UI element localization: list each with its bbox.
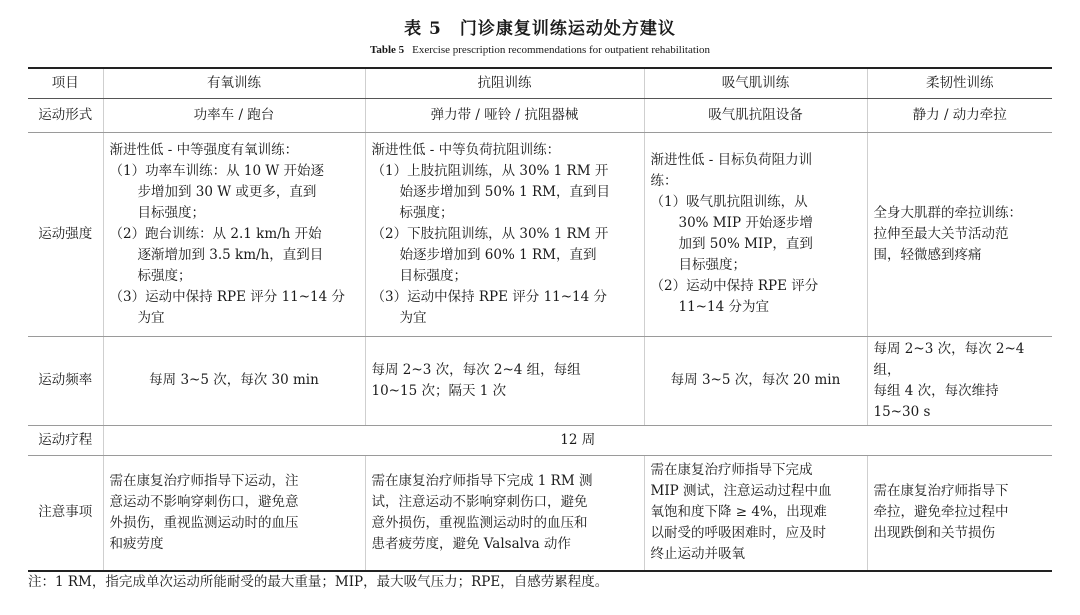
text-line: 目标强度；: [137, 204, 205, 221]
text-line: 目标强度；: [399, 267, 467, 284]
text-line: （2）运动中保持 RPE 评分: [650, 278, 819, 294]
cell-intensity-inspiratory: [644, 132, 867, 336]
text-line: 15~30 s: [873, 403, 931, 420]
text-line: （2）跑台训练：从 2.1 km/h 开始: [109, 225, 322, 242]
cell-intensity-flexibility: [867, 132, 1052, 336]
text-line: 和疲劳度: [109, 535, 164, 552]
text-line: 围，轻微感到疼痛: [873, 246, 982, 263]
text-line: 以耐受的呼吸困难时，应及时: [650, 525, 826, 542]
text-line: 试，注意运动不影响穿刺伤口，避免: [371, 493, 588, 510]
text-line: （3）运动中保持 RPE 评分 11~14 分: [371, 288, 608, 305]
cell-course-value: 12 周: [103, 425, 1052, 455]
text-line: （1）吸气肌抗阻训练，从: [650, 194, 808, 210]
text-line: 牵拉，避免牵拉过程中: [873, 504, 1009, 521]
text-line: 渐进性低 - 中等强度有氧训练：: [109, 141, 299, 158]
text-line: 逐渐增加到 3.5 km/h，直到目: [137, 246, 324, 263]
row-label-precautions: 注意事项: [28, 455, 103, 571]
table-label-en: Table 5: [370, 44, 405, 56]
text-line: （3）运动中保持 RPE 评分 11~14 分: [109, 288, 346, 305]
text-line: 标强度；: [399, 204, 454, 221]
text-line: 需在康复治疗师指导下完成 1 RM 测: [371, 472, 593, 489]
text-line: 始逐步增加到 60% 1 RM，直到: [399, 246, 597, 263]
row-precautions: [28, 455, 1052, 571]
text-line: 30% MIP 开始逐步增: [678, 215, 813, 231]
cell-intensity-resistance: [365, 132, 644, 336]
text-line: 需在康复治疗师指导下完成: [650, 462, 813, 479]
header-row: [28, 68, 1052, 98]
row-label-frequency: 运动频率: [28, 336, 103, 425]
cell-precautions-aerobic: [103, 455, 365, 571]
table-title-cn: 表 5 门诊康复训练运动处方建议: [404, 19, 676, 39]
cell-form-inspiratory: 吸气肌抗阻设备: [644, 98, 867, 132]
row-intensity: [28, 132, 1052, 336]
text-line: 渐进性低 - 中等负荷抗阻训练：: [371, 141, 561, 158]
text-line: （1）上肢抗阻训练，从 30% 1 RM 开: [371, 162, 609, 179]
text-line: 需在康复治疗师指导下运动，注: [109, 472, 299, 489]
text-line: 加到 50% MIP，直到: [678, 236, 813, 252]
text-line: 标强度；: [137, 267, 192, 284]
text-line: （2）下肢抗阻训练，从 30% 1 RM 开: [371, 225, 609, 242]
cell-frequency-resistance: [365, 336, 644, 425]
cell-form-aerobic: 功率车 / 跑台: [103, 98, 365, 132]
cell-frequency-flexibility: [867, 336, 1052, 425]
row-label-course: 运动疗程: [28, 425, 103, 455]
table-caption-en: Exercise prescription recommendations for outpatient rehabilitation: [412, 44, 710, 56]
table-title-en: [0, 44, 1080, 56]
text-line: 外损伤，重视监测运动时的血压: [109, 514, 299, 531]
text-line: 练：: [650, 173, 678, 189]
text-line: 每组 4 次，每次维持: [873, 382, 999, 399]
cell-precautions-inspiratory: [644, 455, 867, 571]
text-line: 渐进性低 - 目标负荷阻力训: [650, 152, 813, 168]
cell-form-flexibility: 静力 / 动力牵拉: [867, 98, 1052, 132]
text-line: 目标强度；: [678, 257, 746, 273]
text-line: 全身大肌群的牵拉训练：: [873, 204, 1022, 221]
row-frequency: [28, 336, 1052, 425]
text-line: 每周 2~3 次，每次 2~4 组，每组: [371, 361, 581, 378]
header-aerobic: 有氧训练: [103, 68, 365, 98]
exercise-prescription-table: [28, 67, 1052, 572]
cell-frequency-inspiratory: 每周 3~5 次，每次 20 min: [644, 336, 867, 425]
header-resistance: 抗阻训练: [365, 68, 644, 98]
text-line: 始逐步增加到 50% 1 RM，直到目: [399, 183, 610, 200]
text-line: 需在康复治疗师指导下: [873, 483, 1009, 500]
cell-form-resistance: 弹力带 / 哑铃 / 抗阻器械: [365, 98, 644, 132]
row-course: [28, 425, 1052, 455]
text-line: 为宜: [137, 309, 165, 326]
row-label-form: 运动形式: [28, 98, 103, 132]
text-line: 患者疲劳度，避免 Valsalva 动作: [371, 535, 571, 552]
text-line: （1）功率车训练：从 10 W 开始逐: [109, 162, 325, 179]
cell-intensity-aerobic: [103, 132, 365, 336]
text-line: 意外损伤，重视监测运动时的血压和: [371, 514, 588, 531]
cell-frequency-aerobic: 每周 3~5 次，每次 30 min: [103, 336, 365, 425]
row-form: [28, 98, 1052, 132]
text-line: 每周 2~3 次，每次 2~4 组，: [873, 340, 1025, 378]
table-footnote: 注：1 RM，指完成单次运动所能耐受的最大重量；MIP，最大吸气压力；RPE，自感劳累程度。: [28, 574, 609, 590]
header-item: 项目: [28, 68, 103, 98]
cell-precautions-resistance: [365, 455, 644, 571]
text-line: 步增加到 30 W 或更多，直到: [137, 183, 317, 200]
cell-precautions-flexibility: [867, 455, 1052, 571]
text-line: 意运动不影响穿刺伤口，避免意: [109, 493, 299, 510]
text-line: MIP 测试，注意运动过程中血: [650, 483, 832, 500]
text-line: 出现跌倒和关节损伤: [873, 525, 995, 542]
text-line: 为宜: [399, 309, 427, 326]
header-inspiratory: 吸气肌训练: [644, 68, 867, 98]
text-line: 氧饱和度下降 ≥ 4%，出现难: [650, 504, 827, 521]
text-line: 终止运动并吸氧: [650, 546, 745, 563]
header-flexibility: 柔韧性训练: [867, 68, 1052, 98]
text-line: 拉伸至最大关节活动范: [873, 225, 1009, 242]
row-label-intensity: 运动强度: [28, 132, 103, 336]
text-line: 10~15 次；隔天 1 次: [371, 382, 507, 399]
text-line: 11~14 分为宜: [678, 299, 769, 315]
